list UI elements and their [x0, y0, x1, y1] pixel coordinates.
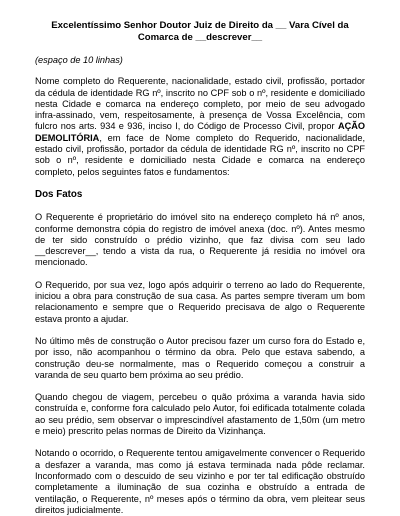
intro-paragraph — [35, 76, 365, 178]
action-name: AÇÃO DEMOLITÓRIA — [35, 121, 365, 143]
facts-paragraph-3: No último mês de construção o Autor precisou fazer um curso fora do Estado e, por isso, não acompanhou o término da obra. Pelo que estava sabendo, a construção deu-se normalmente, mas o Requerido começou a construir a varanda de seu quarto bem próxima ao seu prédio. — [35, 335, 365, 380]
intro-text-part1: Nome completo do Requerente, nacionalidade, estado civil, profissão, portador da cédula de identidade RG nº, inscrito no CPF sob o nº, residente e domiciliado nesta Cidade e comarca na endereço completo, por meio de seu advogado infra-assinado, vem, respeitosamente, à presença de Vossa Excelência, com fulcro nos arts. 934 e 936, inciso I, do Código de Processo Civil, propor — [35, 76, 365, 132]
facts-paragraph-1: O Requerente é proprietário do imóvel sito na endereço completo há nº anos, conforme demonstra cópia do registro de imóvel anexa (doc. nº). Antes mesmo de ter sido construído o prédio vizinho, que faz divisa com seu lado __descrever__, tendo a vista da rua, o Requerente já residia no imóvel ora mencionado. — [35, 212, 365, 268]
intro-text-part2: , em face de Nome completo do Requerido, nacionalidade, estado civil, profissão, portador da cédula de identidade RG nº, inscrito no CPF sob o nº, residente e domiciliado nesta Cidade e comarca na endereço completo, pelos seguintes fatos e fundamentos: — [35, 132, 365, 177]
document-title: Excelentíssimo Senhor Doutor Juiz de Direito da __ Vara Cível da Comarca de __descrever__ — [51, 20, 349, 43]
facts-paragraph-4: Quando chegou de viagem, percebeu o quão próxima a varanda havia sido construída e, conforme fora calculado pelo Autor, foi edificada totalmente colada ao seu prédio, sem observar o imprescindível afastamento de 1,50m (um metro e meio) prescrito pelas normas de Direito da Vizinhança. — [35, 392, 365, 437]
section-heading: Dos Fatos — [35, 188, 83, 200]
spacing-note: (espaço de 10 linhas) — [35, 55, 123, 65]
facts-paragraph-2: O Requerido, por sua vez, logo após adquirir o terreno ao lado do Requerente, iniciou a obra para construção de sua casa. As partes sempre tiveram um bom relacionamento e sempre que o Requerido precisava de algo o Requerente estava pronto a ajudar. — [35, 279, 365, 324]
facts-paragraph-5: Notando o ocorrido, o Requerente tentou amigavelmente convencer o Requerido a desfazer a varanda, mas como já estava terminada nada pôde reclamar. Inconformado com o descuido de seu vizinho e por ter tal edificação obstruído completamente a iluminação de sua cozinha e obstruído a entrada de ventilação, o Requerente, nº meses após o término da obra, vem pleitear seus direitos judicialmente. — [35, 448, 365, 515]
